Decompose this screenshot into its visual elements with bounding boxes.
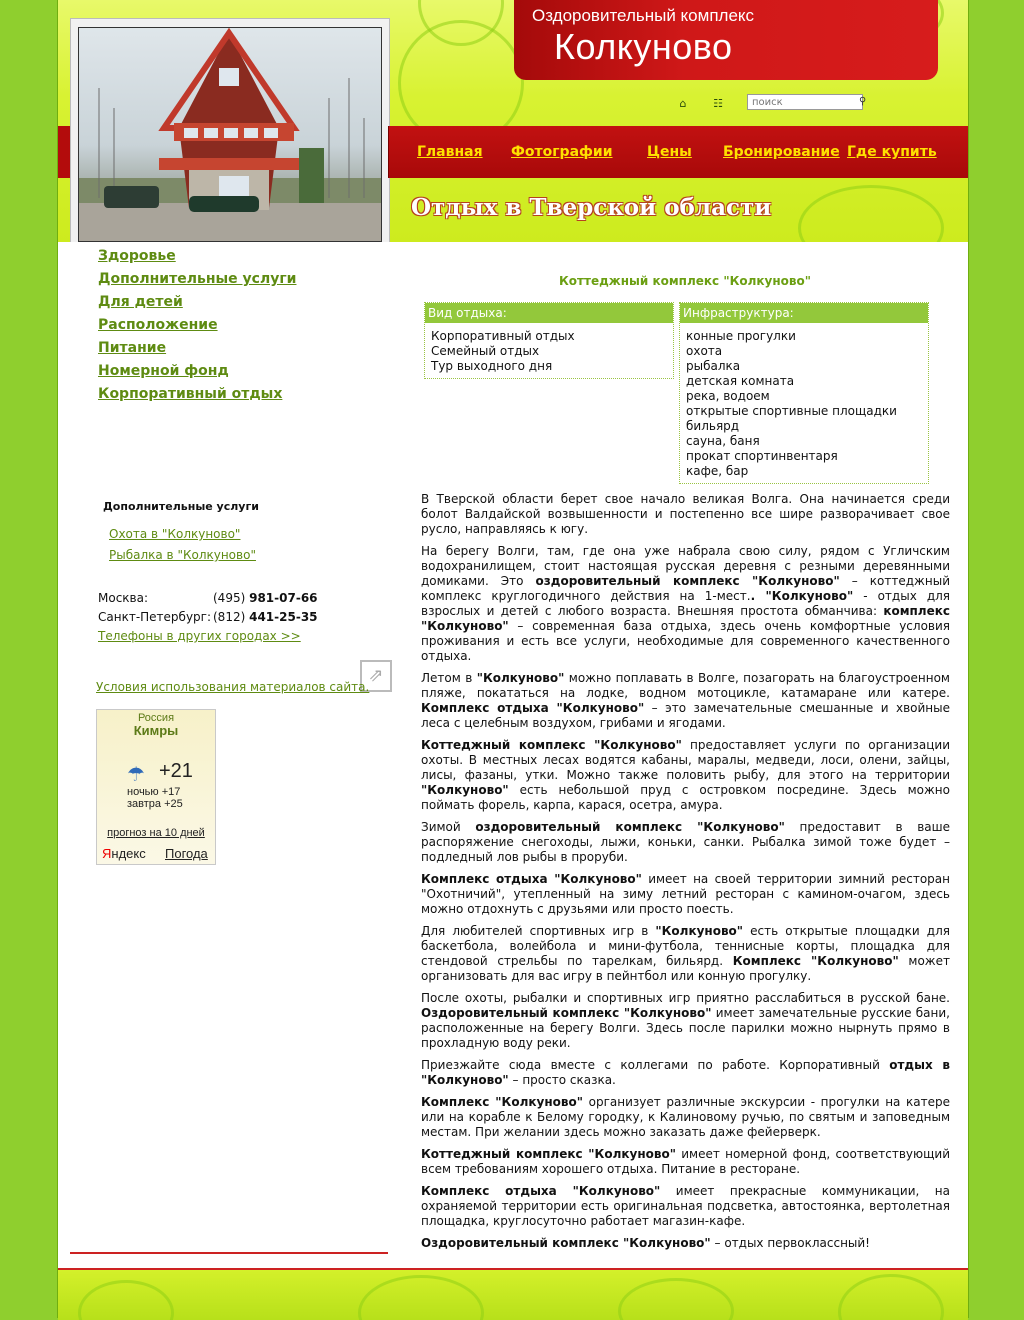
paragraph: После охоты, рыбалки и спортивных игр приятно расслабиться в русской бане. Оздоровительный комплекс "Колкуново" имеет замечательные русские бани, расположенные на берегу Волги. Здесь после парилки можно нырнуть прямо в прохладную воду реки.: [421, 991, 950, 1050]
left-menu-kids[interactable]: Для детей: [98, 294, 183, 310]
logo-title: Колкуново: [554, 26, 733, 67]
decor-swirl: [838, 1274, 944, 1320]
contact-city: Санкт-Петербург:: [98, 610, 212, 624]
phone-number: 981-07-66: [249, 591, 318, 605]
list-item: конные прогулки: [686, 329, 796, 343]
decor-swirl: [358, 1275, 484, 1320]
paragraph: Коттеджный комплекс "Колкуново" имеет номерной фонд, соответствующий всем требованиям хорошего отдыха. Питание в ресторане.: [421, 1147, 950, 1176]
paragraph: Летом в "Колкуново" можно поплавать в Волге, позагорать на благоустроенном пляже, покататься на лодке, водном мотоцикле, катамаране или катере. Комплекс отдыха "Колкуново" – это замечательные смешанные и хвойные леса с целебным воздухом, грибами и ягодами.: [421, 671, 950, 730]
nav-item-booking[interactable]: Бронирование: [723, 144, 840, 160]
left-menu-rooms[interactable]: Номерной фонд: [98, 363, 229, 379]
list-item: открытые спортивные площадки: [686, 404, 897, 418]
weather-widget[interactable]: [96, 709, 216, 865]
nav-item-where-to-buy[interactable]: Где купить: [847, 144, 937, 160]
rain-cloud-icon: ☂: [127, 764, 145, 786]
list-item: кафе, бар: [686, 464, 749, 478]
nav-item-prices[interactable]: Цены: [647, 144, 692, 160]
terms-of-use-link[interactable]: Условия использования материалов сайта.: [96, 680, 370, 694]
external-link-icon[interactable]: ⇗: [360, 660, 392, 692]
list-item: река, водоем: [686, 389, 770, 403]
list-item: бильярд: [686, 419, 740, 433]
yandex-logo[interactable]: Яндекс: [102, 846, 146, 861]
nav-item-home[interactable]: Главная: [417, 144, 483, 160]
left-menu-food[interactable]: Питание: [98, 340, 167, 356]
main-navigation: [388, 126, 968, 178]
header: [58, 0, 968, 242]
rest-types-heading: Вид отдыха:: [425, 303, 673, 323]
rest-types-box: [424, 302, 674, 379]
phone-code: (812): [213, 610, 246, 624]
left-menu-additional-services[interactable]: Дополнительные услуги: [98, 271, 297, 287]
list-item: прокат спортинвентаря: [686, 449, 838, 463]
contact-phone: [213, 591, 318, 605]
footer: [58, 1268, 968, 1320]
weather-pogoda-link[interactable]: Погода: [165, 846, 208, 861]
left-menu-location[interactable]: Расположение: [98, 317, 218, 333]
paragraph: Комплекс "Колкуново" организует различные экскурсии - прогулки на катере или на корабле к Белому городку, к Калиновому ручью, по святым и заповедным местам. При желании здесь можно заказать даже фейерверк.: [421, 1095, 950, 1139]
rest-types-list: [431, 329, 575, 374]
left-menu-corporate[interactable]: Корпоративный отдых: [98, 386, 283, 402]
divider: [70, 1252, 388, 1254]
home-icon[interactable]: ⌂: [679, 97, 687, 110]
list-item: сауна, баня: [686, 434, 760, 448]
cottage-photo: [78, 27, 382, 242]
slogan: Отдых в Тверской области: [411, 194, 772, 221]
decor-swirl: [798, 185, 944, 242]
yandex-logo-letter: Я: [102, 846, 112, 861]
list-item: Семейный отдых: [431, 344, 540, 358]
weather-city: Кимры: [133, 723, 179, 738]
logo-banner: [514, 0, 938, 80]
weather-forecast-link[interactable]: прогноз на 10 дней: [107, 827, 205, 839]
contact-phone: [213, 610, 318, 624]
contact-city: Москва:: [98, 591, 149, 605]
list-item: рыбалка: [686, 359, 741, 373]
paragraph: В Тверской области берет свое начало великая Волга. Она начинается среди болот Валдайской возвышенности и постепенно все шире разворачивает свое русло, направляясь к югу.: [421, 492, 950, 536]
phone-number: 441-25-35: [249, 610, 318, 624]
page-container: [57, 0, 969, 1318]
other-cities-phones-link[interactable]: Телефоны в других городах >>: [98, 629, 301, 643]
search-icon[interactable]: ⚲: [859, 96, 867, 107]
additional-services-heading: Дополнительные услуги: [103, 500, 259, 513]
list-item: Тур выходного дня: [431, 359, 553, 373]
left-menu-health[interactable]: Здоровье: [98, 248, 176, 264]
list-item: охота: [686, 344, 723, 358]
logo-subtitle: Оздоровительный комплекс: [532, 6, 755, 25]
paragraph: Приезжайте сюда вместе с коллегами по работе. Корпоративный отдых в "Колкуново" – просто сказка.: [421, 1058, 950, 1087]
paragraph: Оздоровительный комплекс "Колкуново" – отдых первоклассный!: [421, 1236, 870, 1250]
paragraph: Для любителей спортивных игр в "Колкуново" есть открытые площадки для баскетбола, волейбола и мини-футбола, теннисные корты, площадка для стендовой стрельбы по тарелкам, бильярд. Комплекс "Колкуново" может организовать для вас игру в пейнтбол или конную прогулку.: [421, 924, 950, 983]
infrastructure-heading: Инфраструктура:: [680, 303, 928, 323]
phone-code: (495): [213, 591, 246, 605]
hunting-link[interactable]: Охота в "Колкуново": [109, 527, 241, 541]
article-text: [421, 492, 950, 1258]
page-title: Коттеджный комплекс "Колкуново": [559, 274, 811, 288]
infrastructure-box: [679, 302, 929, 484]
weather-tomorrow: завтра +25: [127, 798, 183, 810]
fishing-link[interactable]: Рыбалка в "Колкуново": [109, 548, 256, 562]
weather-night: ночью +17: [127, 786, 181, 798]
infrastructure-list: [686, 329, 897, 479]
search-input[interactable]: [747, 94, 863, 110]
photo-frame: [70, 18, 390, 242]
sitemap-icon[interactable]: ☷: [713, 97, 723, 110]
weather-temperature: +21: [159, 760, 193, 782]
weather-country: Россия: [137, 712, 175, 724]
list-item: Корпоративный отдых: [431, 329, 575, 343]
paragraph: На берегу Волги, там, где она уже набрала свою силу, рядом с Угличским водохранилищем, стоит настоящая русская деревня с резными деревянными домиками. Это оздоровительный комплекс "Колкуново" – коттеджный комплекс круглогодичного действия на 1-мест.. "Колкуново" - отдых для взрослых и детей с любого возраста. Внешняя простота обманчива: комплекс "Колкуново" – современная база отдыха, здесь очень комфортные условия проживания и есть все услуги, необходимые для современного качественного отдыха.: [421, 544, 950, 663]
decor-swirl: [78, 1280, 174, 1320]
nav-item-photos[interactable]: Фотографии: [511, 144, 613, 160]
paragraph: Зимой оздоровительный комплекс "Колкуново" предоставит в ваше распоряжение снегоходы, лыжи, коньки, санки. Рыбалка зимой тоже будет – подледный лов рыбы в проруби.: [421, 820, 951, 864]
navbar-left-strip: [58, 126, 70, 178]
cottage-image: [79, 28, 381, 241]
list-item: детская комната: [686, 374, 795, 388]
paragraph: Коттеджный комплекс "Колкуново" предоставляет услуги по организации охоты. В местных лесах водятся кабаны, маралы, медведи, лоси, олени, зайцы, лисы, фазаны, утки. Можно также половить рыбу, для этого на территории "Колкуново" есть небольшой пруд с островком посредине. Здесь можно поймать форель, карпа, карася, осетра, амура.: [421, 738, 951, 812]
paragraph: Комплекс отдыха "Колкуново" имеет на своей территории зимний ресторан "Охотничий", утепленный на зиму летний ресторан с камином-очагом, здесь можно отдохнуть с друзьями или просто поесть.: [421, 872, 950, 916]
paragraph: Комплекс отдыха "Колкуново" имеет прекрасные коммуникации, на охраняемой территории есть оригинальная подсветка, автостоянка, вертолетная площадка, круглосуточно работает магазин-кафе.: [421, 1184, 950, 1228]
decor-swirl: [618, 1278, 734, 1320]
